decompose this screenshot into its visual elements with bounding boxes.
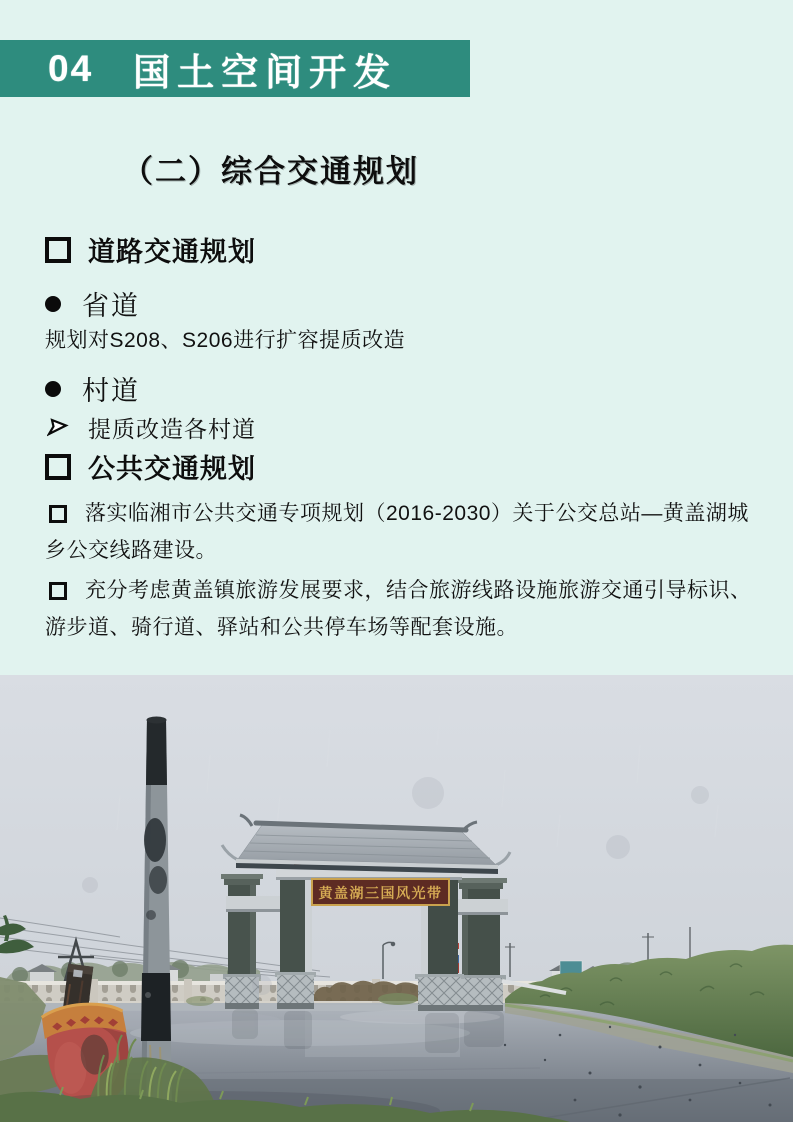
- subheading-label: 省道: [82, 291, 140, 321]
- heading-public-transport: [45, 447, 256, 486]
- photo: [0, 675, 793, 1122]
- small-square-bullet-icon: [49, 505, 67, 523]
- arrow-list-item: [45, 411, 256, 444]
- arrow-bullet-icon: [47, 418, 69, 437]
- chapter-title: 国土空间开发: [133, 51, 398, 93]
- heading-label: 道路交通规划: [88, 237, 256, 267]
- paragraph-tourism-facilities: [45, 572, 765, 646]
- body-text: 规划对S208、S206进行扩容提质改造: [45, 329, 406, 352]
- circle-bullet-icon: [45, 381, 61, 397]
- section-title: （二）综合交通规划: [122, 154, 419, 189]
- heading-road-traffic: [45, 230, 256, 269]
- grass-patch: [186, 996, 214, 1006]
- gate-sign-text: 黄盖湖三国风光带: [318, 886, 443, 902]
- paragraph-text: 落实临湘市公共交通专项规划（2016-2030）关于公交总站—黄盖湖城乡公交线路建设。: [45, 502, 749, 562]
- square-bullet-icon: [45, 454, 71, 480]
- heading-label: 公共交通规划: [88, 454, 256, 484]
- grass-patch: [378, 993, 418, 1005]
- paragraph-text: 充分考虑黄盖镇旅游发展要求，结合旅游线路设施旅游交通引导标识、游步道、骑行道、驿站和公共停车场等配套设施。: [45, 579, 752, 639]
- arrow-item-label: 提质改造各村道: [88, 416, 256, 442]
- site-photo: [0, 675, 793, 1122]
- subheading-provincial-road: [45, 284, 140, 323]
- gate-sign-board: [312, 879, 449, 905]
- chapter-number: 04: [48, 47, 94, 89]
- subheading-village-road: [45, 369, 140, 408]
- small-square-bullet-icon: [49, 582, 67, 600]
- circle-bullet-icon: [45, 296, 61, 312]
- chapter-header-bar: [0, 40, 470, 97]
- square-bullet-icon: [45, 237, 71, 263]
- paragraph-bus-plan: [45, 495, 765, 569]
- subheading-label: 村道: [82, 376, 140, 406]
